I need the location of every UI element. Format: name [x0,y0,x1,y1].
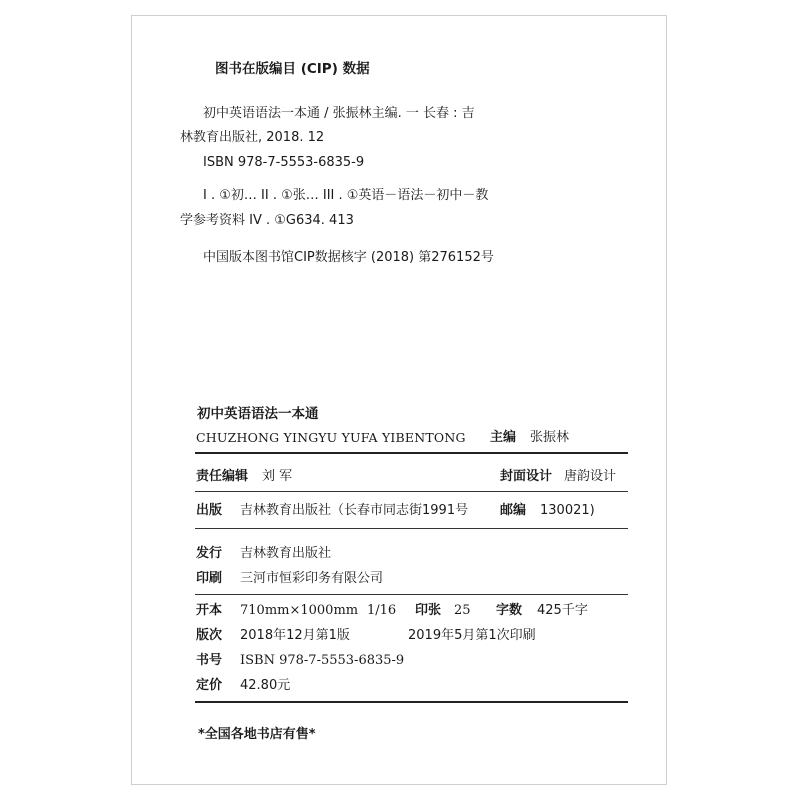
isbn: ISBN 978-7-5553-6835-9 [240,653,405,668]
rule-2 [195,491,628,492]
postcode: 130021) [540,503,595,518]
sheets: 25 [454,603,471,618]
format-label: 开本 [196,603,223,618]
edition: 2018年12月第1版 [240,628,350,643]
resp-editor-label: 责任编辑 [196,469,249,484]
price-label: 定价 [196,678,223,693]
printer-label: 印刷 [196,571,223,586]
postcode-label: 邮编 [500,503,527,518]
cip-title: 图书在版编目 (CIP) 数据 [215,61,370,77]
cip-line-3: ISBN 978-7-5553-6835-9 [203,155,365,170]
rule-4 [195,594,628,595]
rule-5 [195,701,628,703]
book-title-pinyin: CHUZHONG YINGYU YUFA YIBENTONG [196,430,466,445]
words: 425千字 [537,603,588,618]
publisher: 吉林教育出版社（长春市同志街1991号 [240,503,469,518]
printer: 三河市恒彩印务有限公司 [240,571,384,586]
edition-label: 版次 [196,628,223,643]
isbn-label: 书号 [196,653,223,668]
format-fold: 1/16 [367,603,397,618]
sheets-label: 印张 [415,603,442,618]
resp-editor: 刘 军 [262,469,293,484]
words-label: 字数 [496,603,523,618]
cip-line-2: 林教育出版社, 2018. 12 [180,130,325,145]
cip-line-5: 学参考资料 IV . ①G634. 413 [180,213,354,228]
publisher-label: 出版 [196,503,223,518]
cover-design-label: 封面设计 [500,469,553,484]
chief-editor-label: 主编 [490,430,517,445]
distributor: 吉林教育出版社 [240,546,332,561]
format: 710mm×1000mm [240,603,359,618]
rule-1 [195,452,628,454]
cip-line-6: 中国版本图书馆CIP数据核字 (2018) 第276152号 [203,250,494,265]
rule-3 [195,528,628,529]
cip-line-4: I . ①初… II . ①张… III . ①英语－语法－初中－教 [203,188,489,203]
chief-editor: 张振林 [530,430,570,445]
cip-line-1: 初中英语语法一本通 / 张振林主编. 一 长春 : 吉 [203,106,475,121]
price: 42.80元 [240,678,291,693]
availability-note: *全国各地书店有售* [198,727,316,742]
book-title-cn: 初中英语语法一本通 [197,406,319,422]
cover-design: 唐韵设计 [564,469,617,484]
distributor-label: 发行 [196,546,223,561]
printing: 2019年5月第1次印刷 [408,628,536,643]
